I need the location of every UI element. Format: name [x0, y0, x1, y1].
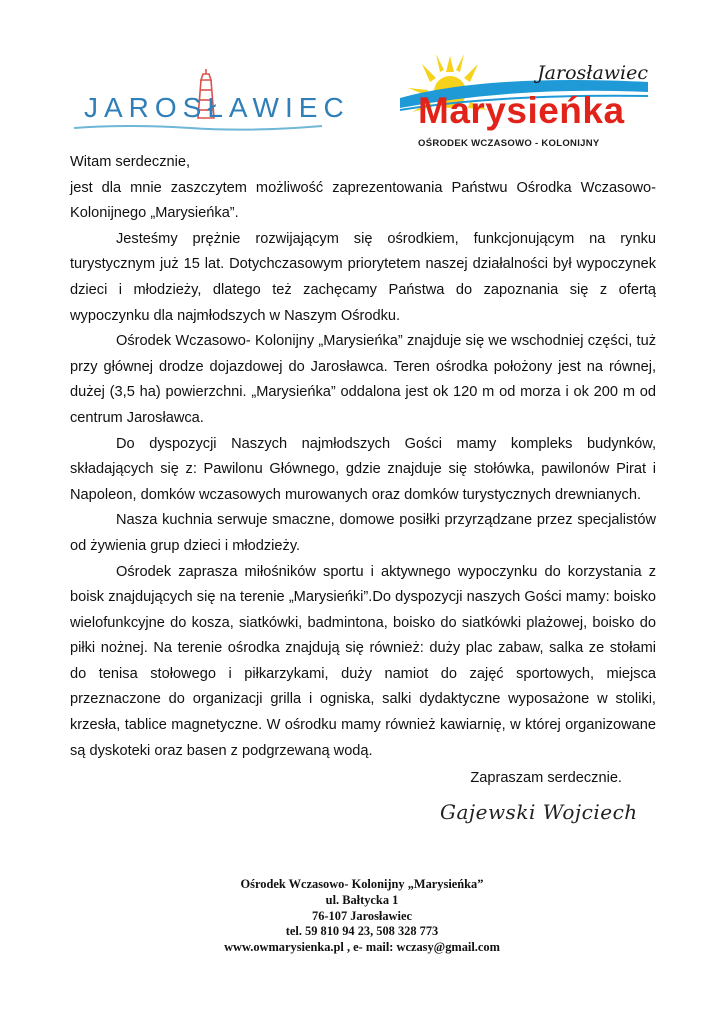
footer-phone: tel. 59 810 94 23, 508 328 773: [285, 924, 439, 939]
letter-paragraph: Do dyspozycji Naszych najmłodszych Gości mamy kompleks budynków, składających się z: Pawilonu Głównego, gdzie znajduje się stołówka, pawilonów Pirat i Napoleon, domków wczasowych murowanych oraz domków turystycznych drewnianych.: [70, 435, 656, 503]
footer-city: 76-107 Jarosławiec: [312, 908, 412, 923]
jaroslawiec-logo: [70, 68, 350, 138]
letter-paragraph: Jesteśmy prężnie rozwijającym się ośrodkiem, funkcjonującym na rynku turystycznym już 15 lat. Dotychczasowym priorytetem naszej działalności był wypoczynek dzieci i młodzieży, dlatego też zachęcamy Państwa do zapoznania się z ofertą wypoczynku dla najmłodszych w Naszym Ośrodku.: [70, 230, 656, 324]
footer-address: [0, 877, 724, 956]
letter-closing: Zapraszam serdecznie.: [470, 770, 622, 787]
signature: Gajewski Wojciech: [440, 800, 638, 824]
footer-web-email: www.owmarysienka.pl , e- mail: wczasy@gmail.com: [224, 940, 500, 955]
marysienka-logo: [398, 52, 654, 152]
marysienka-script-title: Jarosławiec: [537, 62, 648, 84]
marysienka-subtitle: OŚRODEK WCZASOWO - KOLONIJNY: [418, 138, 600, 149]
footer-street: ul. Bałtycka 1: [325, 892, 399, 907]
letter-body: [70, 150, 656, 792]
jaroslawiec-logo-text: JAROSŁAWIEC: [84, 92, 350, 123]
letter-intro: jest dla mnie zaszczytem możliwość zaprezentowania Państwu Ośrodka Wczasowo-Kolonijnego „Marysieńka”.: [70, 179, 656, 222]
letter-paragraph: Nasza kuchnia serwuje smaczne, domowe posiłki przyrządzane przez specjalistów od żywienia grup dzieci i młodzieży.: [70, 512, 656, 554]
footer-company-name: Ośrodek Wczasowo- Kolonijny „Marysieńka”: [240, 877, 484, 891]
letter-greeting: Witam serdecznie,: [70, 154, 191, 170]
letter-paragraph: Ośrodek zaprasza miłośników sportu i aktywnego wypoczynku do korzystania z boisk znajdujących się na terenie „Marysieńki”.Do dyspozycji naszych Gości mamy: boisko wielofunkcyjne do kosza, siatkówki, badmintona, boisko do siatkówki plażowej, boisko do piłki nożnej. Na terenie ośrodka znajdują się również: duży plac zabaw, salka ze stołami do tenisa stołowego i piłkarzykami, duży namiot do zajęć sportowych, miejsca przeznaczone do organizacji grilla i ogniska, salki dydaktyczne wyposażone w stoliki, krzesła, tablice magnetyczne. W ośrodku mamy również kawiarnię, w której organizowane są dyskoteki oraz basen z podgrzewaną wodą.: [70, 563, 656, 759]
marysienka-brand-name: Marysieńka: [418, 90, 625, 131]
letter-paragraph: Ośrodek Wczasowo- Kolonijny „Marysieńka” znajduje się we wschodniej części, tuż przy głównej drodze dojazdowej do Jarosławca. Teren ośrodka położony jest na równej, dużej (3,5 ha) powierzchni. „Marysieńka” oddalona jest ok 120 m od morza i ok 200 m od centrum Jarosławca.: [70, 333, 656, 426]
